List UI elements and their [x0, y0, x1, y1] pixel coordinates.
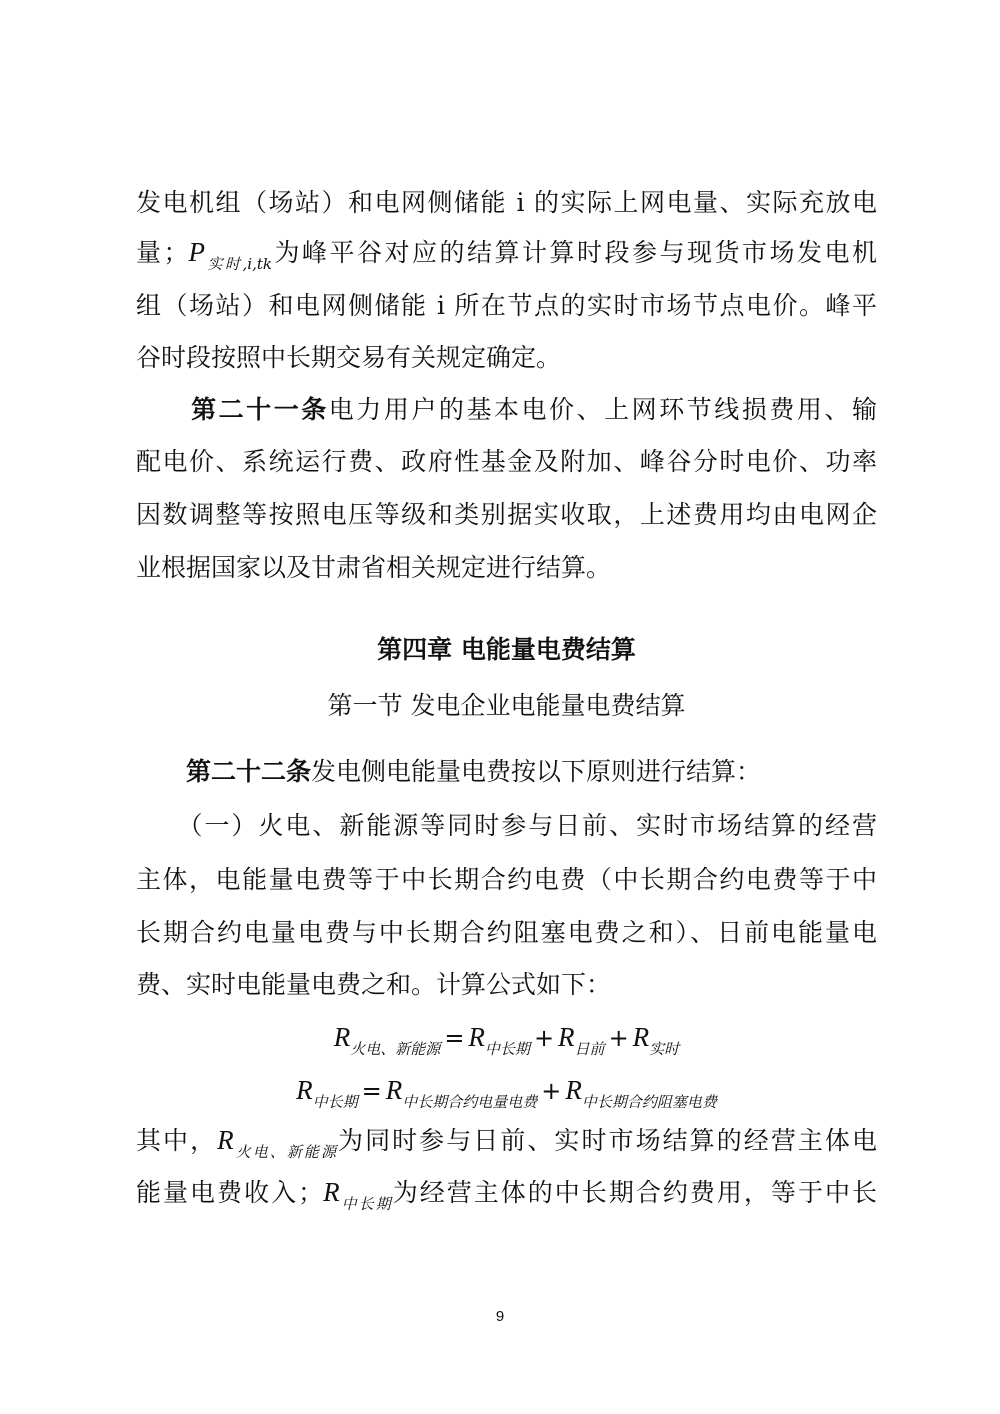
math-symbol: R [565, 1075, 582, 1105]
text-segment: 组（场站）和电网侧储能 i 所在节点的实时市场节点电价。峰平 [136, 291, 877, 320]
text-segment: 为经营主体的中长期合约费用，等于中长 [392, 1178, 877, 1207]
text-segment: 其中， [136, 1126, 218, 1155]
math-symbol: R [385, 1075, 403, 1105]
paragraph-line [136, 1172, 877, 1212]
page-number: 9 [495, 1308, 505, 1325]
math-symbol: R [296, 1075, 313, 1105]
paragraph-line [136, 548, 877, 588]
text-segment: 长期合约电量电费与中长期合约阻塞电费之和）、日前电能量电 [136, 918, 877, 947]
text-segment: 主体，电能量电费等于中长期合约电费（中长期合约电费等于中 [136, 865, 877, 894]
text-segment: 费、实时电能量电费之和。计算公式如下： [136, 970, 612, 999]
math-operator: + [533, 1024, 555, 1052]
math-subscript: 中长期合约阻塞电费 [581, 1093, 717, 1111]
paragraph-line [136, 913, 877, 953]
paragraph-line [136, 183, 877, 223]
text-segment [136, 757, 186, 786]
math-subscript: 实时,i,tk [205, 255, 272, 273]
paragraph-line [136, 1120, 877, 1160]
math-symbol: R [632, 1022, 650, 1052]
text-segment: 电力用户的基本电价、上网环节线损费用、输 [328, 395, 877, 424]
text-segment: （一）火电、新能源等同时参与日前、实时市场结算的经营 [136, 811, 877, 840]
paragraph-line [136, 860, 877, 900]
text-segment: 业根据国家以及甘肃省相关规定进行结算。 [136, 553, 612, 582]
math-subscript: 中长期合约电量电费 [402, 1093, 538, 1111]
paragraph-line [136, 232, 877, 272]
math-subscript: 日前 [574, 1040, 605, 1058]
paragraph-line [136, 806, 877, 846]
text-segment: 为同时参与日前、实时市场结算的经营主体电 [338, 1126, 877, 1155]
paragraph-line [136, 752, 877, 792]
text-segment: 发电机组（场站）和电网侧储能 i 的实际上网电量、实际充放电 [136, 188, 877, 217]
math-subscript: 中长期 [484, 1040, 530, 1058]
article-number: 第四章 电能量电费结算 [377, 635, 636, 664]
math-symbol: R [468, 1022, 485, 1052]
math-subscript: 中长期 [339, 1195, 393, 1213]
paragraph-line [136, 495, 877, 535]
formula [136, 1017, 877, 1057]
paragraph-line [136, 390, 877, 430]
paragraph-line [136, 442, 877, 482]
math-subscript: 中长期 [312, 1093, 358, 1111]
text-segment: 量； [136, 238, 189, 267]
math-operator: + [608, 1024, 629, 1052]
text-segment [136, 395, 191, 424]
text-segment: 发电侧电能量电费按以下原则进行结算： [311, 757, 762, 786]
paragraph-line [136, 286, 877, 326]
text-segment: 第一节 发电企业电能量电费结算 [327, 691, 686, 720]
text-segment: 能量电费收入； [136, 1178, 324, 1207]
math-subscript: 实时 [649, 1040, 680, 1058]
formula [136, 1070, 877, 1110]
paragraph-line [136, 965, 877, 1005]
text-segment: 为峰平谷对应的结算计算时段参与现货市场发电机 [271, 238, 877, 267]
paragraph-line [136, 338, 877, 378]
chapter-heading [136, 630, 877, 670]
text-segment: 谷时段按照中长期交易有关规定确定。 [136, 343, 562, 372]
article-number: 第二十一条 [191, 395, 329, 424]
article-number: 第二十二条 [186, 757, 312, 786]
math-symbol: R [323, 1177, 340, 1207]
math-symbol: R [558, 1022, 575, 1052]
math-operator: = [361, 1077, 382, 1105]
math-subscript: 火电、新能源 [350, 1040, 441, 1058]
math-symbol: R [333, 1022, 351, 1052]
math-symbol: P [188, 237, 206, 267]
text-segment: 因数调整等按照电压等级和类别据实收取，上述费用均由电网企 [136, 500, 877, 529]
math-subscript: 火电、新能源 [233, 1143, 339, 1161]
text-segment: 配电价、系统运行费、政府性基金及附加、峰谷分时电价、功率 [136, 447, 877, 476]
section-heading [136, 686, 877, 726]
math-operator: + [541, 1077, 562, 1105]
math-symbol: R [217, 1125, 234, 1155]
math-operator: = [444, 1024, 465, 1052]
